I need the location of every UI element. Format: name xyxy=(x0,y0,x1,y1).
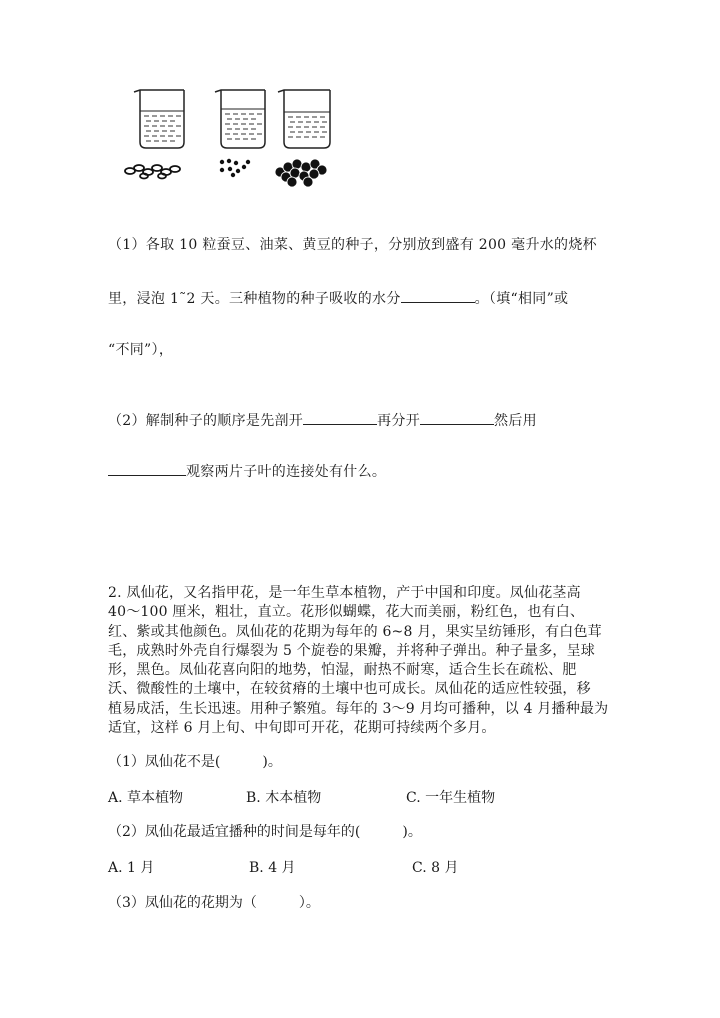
beaker-seed-figure xyxy=(118,88,358,193)
beaker-icon xyxy=(132,88,188,150)
beaker-icon xyxy=(276,88,334,150)
passage-line: 沃、微酸性的土壤中，在较贫瘠的土壤中也可成长。凤仙花的适应性较强，移 xyxy=(108,681,591,698)
q2-sub1-option-a[interactable]: A. 草本植物 xyxy=(108,790,184,806)
q1-part2-line2-text: 观察两片子叶的连接处有什么。 xyxy=(186,464,387,480)
q2-sub1-option-b[interactable]: B. 木本植物 xyxy=(246,790,322,806)
beaker-icon xyxy=(213,88,269,150)
q1-part1-line2-hint: 。（填“相同”或 xyxy=(474,291,569,307)
q1-part2-line1 xyxy=(108,410,537,431)
passage-line: 形，黑色。凤仙花喜向阳的地势，怕湿，耐热不耐寒，适合生长在疏松、肥 xyxy=(108,662,577,679)
passage-line: 适宜，这样 6 月上旬、中旬即可开花，花期可持续两个多月。 xyxy=(108,720,496,737)
q2-sub2-option-b[interactable]: B. 4 月 xyxy=(249,860,296,876)
q1-part2-text-a: （2）解制种子的顺序是先剖开 xyxy=(108,413,304,429)
passage-line: 毛，成熟时外壳自行爆裂为 5 个旋卷的果瓣，并将种子弹出。种子量多，呈球 xyxy=(108,642,596,659)
soybean-seeds-icon xyxy=(272,158,330,188)
q1-part2-line2 xyxy=(108,461,386,482)
q1-part2-text-b: 再分开 xyxy=(377,413,421,429)
q2-sub2-option-a[interactable]: A. 1 月 xyxy=(108,860,155,876)
q2-sub2-option-c[interactable]: C. 8 月 xyxy=(412,860,459,876)
passage-line: 40～100 厘米，粗壮，直立。花形似蝴蝶，花大而美丽，粉红色，也有白、 xyxy=(108,604,585,621)
broad-bean-seeds-icon xyxy=(124,162,184,180)
answer-blank-tool[interactable] xyxy=(108,461,186,476)
q1-part1-line1: （1）各取 10 粒蚕豆、油菜、黄豆的种子，分别放到盛有 200 毫升水的烧杯 xyxy=(108,237,597,253)
passage-line: 红、紫或其他颜色。凤仙花的花期为每年的 6~8 月，果实呈纺锤形，有白色茸 xyxy=(108,623,602,640)
answer-blank-water[interactable] xyxy=(401,288,475,303)
q2-sub2-question: （2）凤仙花最适宜播种的时间是每年的( )。 xyxy=(108,824,422,840)
q2-sub3-question: （3）凤仙花的花期为（ ）。 xyxy=(108,895,320,911)
q1-part2-text-c: 然后用 xyxy=(494,413,537,429)
rapeseed-seeds-icon xyxy=(218,158,254,178)
q1-part1-line3: “不同”）， xyxy=(108,342,174,358)
passage-line: 2. 凤仙花，又名指甲花，是一年生草本植物，产于中国和印度。凤仙花茎高 xyxy=(108,585,581,601)
q2-passage xyxy=(108,584,610,738)
answer-blank-separate[interactable] xyxy=(420,410,494,425)
q1-part1-line2 xyxy=(108,288,568,309)
q2-sub1-option-c[interactable]: C. 一年生植物 xyxy=(406,790,496,806)
passage-line: 植易成活，生长迅速。用种子繁殖。每年的 3～9 月均可播种，以 4 月播种最为 xyxy=(108,700,609,717)
q1-part1-line2-text: 里，浸泡 1˜2 天。三种植物的种子吸收的水分 xyxy=(108,291,401,307)
answer-blank-cut[interactable] xyxy=(303,410,377,425)
q2-sub1-question: （1）凤仙花不是( )。 xyxy=(108,754,282,770)
